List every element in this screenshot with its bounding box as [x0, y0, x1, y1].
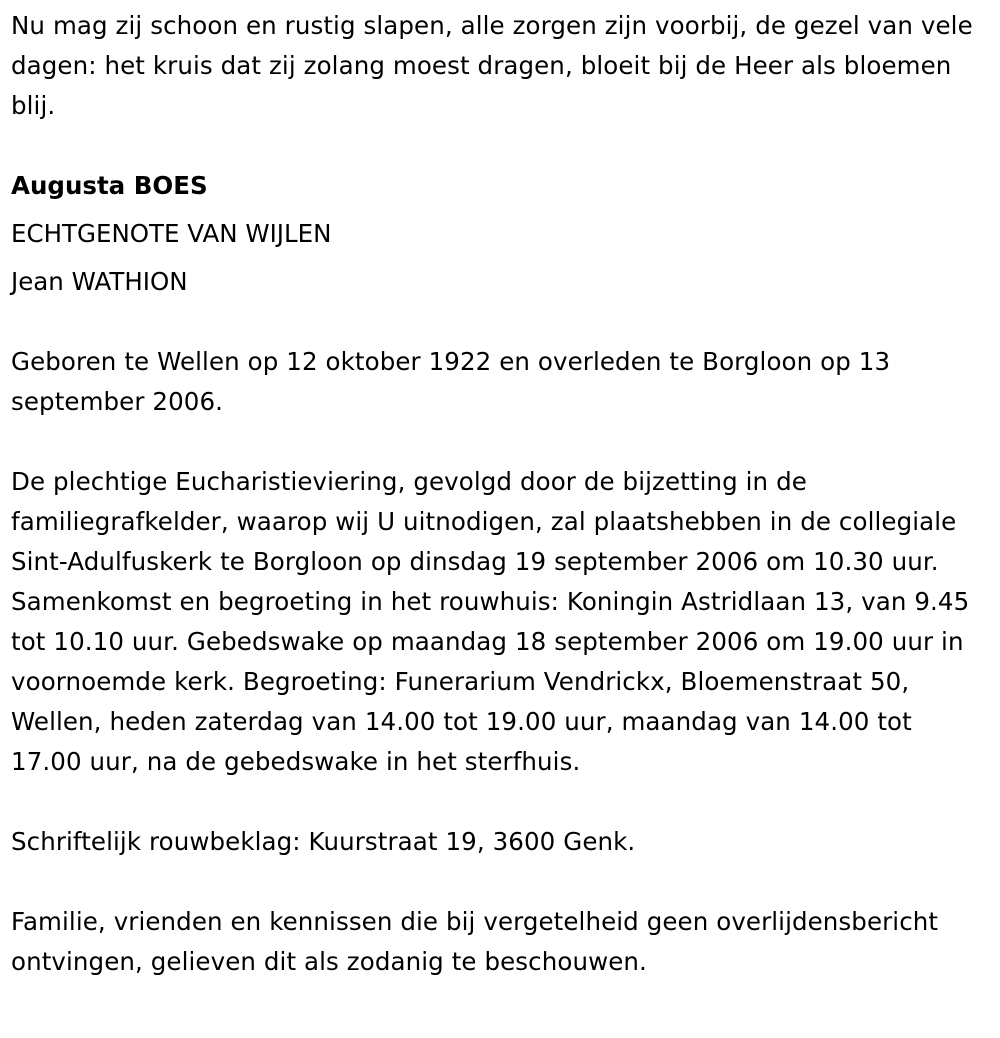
- closing-text: Familie, vrienden en kennissen die bij vergetelheid geen overlijdensbericht ontvingen, gelieven dit als zodanig te beschouwen.: [11, 907, 939, 976]
- deceased-name: Augusta BOES: [11, 171, 208, 200]
- poem-text: Nu mag zij schoon en rustig slapen, alle zorgen zijn voorbij, de gezel van vele dagen: het kruis dat zij zolang moest dragen, bloeit bij de Heer als bloemen blij.: [11, 11, 973, 120]
- condolences-text: Schriftelijk rouwbeklag: Kuurstraat 19, 3600 Genk.: [11, 827, 636, 856]
- spouse-name: Jean WATHION: [11, 267, 188, 296]
- ceremony-text: De plechtige Eucharistieviering, gevolgd door de bijzetting in de familiegrafkelder, waarop wij U uitnodigen, zal plaatshebben in de collegiale Sint-Adulfuskerk te Borgloon op dinsdag 19 september 2006 om 10.30 uur. Samenkomst en begroeting in het rouwhuis: Koningin Astridlaan 13, van 9.45 tot 10.10 uur. Gebedswake op maandag 18 september 2006 om 19.00 uur in voornoemde kerk. Begroeting: Funerarium Vendrickx, Bloemenstraat 50, Wellen, heden zaterdag van 14.00 tot 19.00 uur, maandag van 14.00 tot 17.00 uur, na de gebedswake in het sterfhuis.: [11, 467, 970, 776]
- birth-death-text: Geboren te Wellen op 12 oktober 1922 en overleden te Borgloon op 13 september 2006.: [11, 347, 891, 416]
- relation-text: ECHTGENOTE VAN WIJLEN: [11, 219, 332, 248]
